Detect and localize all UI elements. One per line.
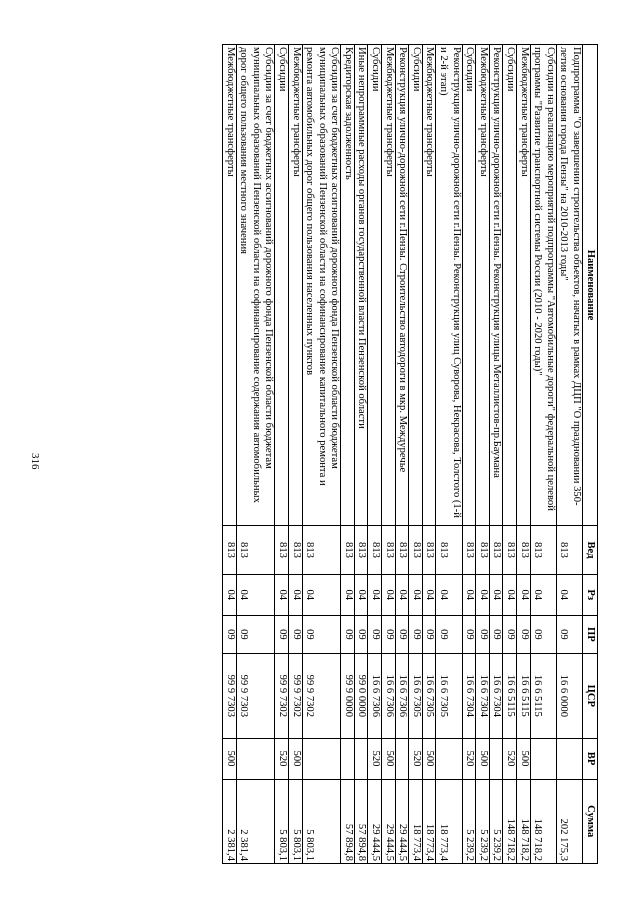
cell-vr: 500: [222, 738, 236, 779]
cell-rz: 04: [489, 574, 503, 615]
cell-csr: 16 6 7305: [422, 654, 436, 738]
table-row: [436, 45, 462, 864]
cell-vr: [395, 738, 409, 779]
table-row: [422, 45, 436, 864]
cell-ved: 813: [462, 526, 476, 575]
cell-rz: 04: [476, 574, 490, 615]
cell-pr: 09: [556, 615, 582, 653]
cell-name: Иные непрограммные расходы органов государственной власти Пензенской области: [354, 45, 368, 526]
table-row: [476, 45, 490, 864]
cell-ved: 813: [517, 526, 531, 575]
cell-pr: 09: [436, 615, 462, 653]
cell-vr: 500: [476, 738, 490, 779]
cell-vr: 520: [503, 738, 517, 779]
cell-vr: [530, 738, 556, 779]
table-row: [288, 45, 302, 864]
cell-ved: 813: [354, 526, 368, 575]
cell-ved: 813: [341, 526, 355, 575]
cell-pr: 09: [422, 615, 436, 653]
cell-name: Межбюджетные трансферты: [517, 45, 531, 526]
budget-table: [222, 44, 598, 864]
cell-vr: 500: [422, 738, 436, 779]
table-row: [382, 45, 396, 864]
header-pr: ПР: [583, 615, 598, 653]
cell-csr: 16 6 5115: [517, 654, 531, 738]
cell-rz: 04: [556, 574, 582, 615]
cell-csr: 99 9 7302: [288, 654, 302, 738]
cell-csr: 99 0 0000: [354, 654, 368, 738]
cell-pr: 09: [382, 615, 396, 653]
header-vr: ВР: [583, 738, 598, 779]
cell-sum: 29 444,5: [368, 779, 382, 864]
cell-name: Подпрограмма "О завершении строительства объектов, начатых в рамках ДЦП "О праздновании 350-летия основания города Пензы" на 2010-2013 годы": [556, 45, 582, 526]
cell-sum: 57 894,8: [341, 779, 355, 864]
cell-sum: 148 718,2: [517, 779, 531, 864]
cell-rz: 04: [368, 574, 382, 615]
cell-name: Субсидии на реализацию мероприятий подпрограммы "Автомобильные дороги" федеральной целевой программы "Развитие транспортной системы России (2010 - 2020 годы)": [530, 45, 556, 526]
table-row: [503, 45, 517, 864]
cell-name: Кредиторская задолженность: [341, 45, 355, 526]
cell-name: Субсидии: [503, 45, 517, 526]
table-row: [517, 45, 531, 864]
cell-ved: 813: [288, 526, 302, 575]
cell-vr: [436, 738, 462, 779]
cell-sum: 18 773,4: [436, 779, 462, 864]
cell-name: Реконструкция улично-дорожной сети г.Пензы. Реконструкция улиц Суворова, Некрасова, Толстого (1-й и 2-й этап): [436, 45, 462, 526]
cell-vr: 520: [275, 738, 289, 779]
cell-ved: 813: [395, 526, 409, 575]
table-row: [341, 45, 355, 864]
cell-sum: 148 718,2: [530, 779, 556, 864]
cell-name: Межбюджетные трансферты: [382, 45, 396, 526]
cell-pr: 09: [462, 615, 476, 653]
cell-rz: 04: [382, 574, 396, 615]
cell-sum: 2 381,4: [222, 779, 236, 864]
table-row: [302, 45, 341, 864]
table-row: [275, 45, 289, 864]
header-name: Наименование: [583, 45, 598, 526]
cell-sum: 29 444,5: [395, 779, 409, 864]
cell-pr: 09: [489, 615, 503, 653]
cell-name: Межбюджетные трансферты: [222, 45, 236, 526]
cell-sum: 18 773,4: [422, 779, 436, 864]
cell-csr: 99 9 7303: [236, 654, 275, 738]
cell-vr: [489, 738, 503, 779]
cell-ved: 813: [503, 526, 517, 575]
cell-vr: [556, 738, 582, 779]
cell-vr: [302, 738, 341, 779]
cell-rz: 04: [409, 574, 423, 615]
cell-rz: 04: [354, 574, 368, 615]
cell-rz: 04: [395, 574, 409, 615]
cell-rz: 04: [530, 574, 556, 615]
cell-name: Межбюджетные трансферты: [422, 45, 436, 526]
cell-name: Субсидии: [275, 45, 289, 526]
cell-name: Субсидии за счет бюджетных ассигнований дорожного фонда Пензенской области бюджетам муниципальных образований Пензенской области на софинансирование содержания автомобильных дорог общего пользования местного значения: [236, 45, 275, 526]
table-row: [395, 45, 409, 864]
cell-ved: 813: [476, 526, 490, 575]
cell-vr: [354, 738, 368, 779]
table-row: [368, 45, 382, 864]
cell-rz: 04: [302, 574, 341, 615]
cell-pr: 09: [503, 615, 517, 653]
cell-pr: 09: [368, 615, 382, 653]
cell-name: Субсидии за счет бюджетных ассигнований дорожного фонда Пензенской области бюджетам муниципальных образований Пензенской области на софинансирование капитального ремонта и ремонта автомобильных дорог общего пользования населенных пунктов: [302, 45, 341, 526]
cell-name: Субсидии: [462, 45, 476, 526]
cell-csr: 16 6 7305: [409, 654, 423, 738]
cell-csr: 16 6 7306: [382, 654, 396, 738]
cell-ved: 813: [275, 526, 289, 575]
cell-sum: 57 894,8: [354, 779, 368, 864]
page-number: 316: [29, 453, 41, 470]
cell-csr: 16 6 7304: [489, 654, 503, 738]
cell-sum: 5 239,2: [462, 779, 476, 864]
cell-pr: 09: [409, 615, 423, 653]
cell-rz: 04: [275, 574, 289, 615]
cell-ved: 813: [436, 526, 462, 575]
cell-sum: 18 773,4: [409, 779, 423, 864]
cell-vr: 520: [462, 738, 476, 779]
cell-pr: 09: [476, 615, 490, 653]
cell-rz: 04: [222, 574, 236, 615]
table-row: [222, 45, 236, 864]
cell-rz: 04: [288, 574, 302, 615]
cell-name: Реконструкция улично-дорожной сети г.Пензы. Реконструкция улицы Металлистов-пр.Баумана: [489, 45, 503, 526]
cell-pr: 09: [236, 615, 275, 653]
cell-sum: 5 239,2: [476, 779, 490, 864]
cell-rz: 04: [236, 574, 275, 615]
table-row: [462, 45, 476, 864]
cell-vr: 500: [288, 738, 302, 779]
cell-pr: 09: [222, 615, 236, 653]
cell-vr: 520: [409, 738, 423, 779]
cell-pr: 09: [302, 615, 341, 653]
cell-ved: 813: [368, 526, 382, 575]
cell-pr: 09: [395, 615, 409, 653]
cell-sum: 2 381,4: [236, 779, 275, 864]
cell-ved: 813: [382, 526, 396, 575]
header-csr: ЦСР: [583, 654, 598, 738]
cell-ved: 813: [530, 526, 556, 575]
cell-rz: 04: [503, 574, 517, 615]
cell-vr: 520: [368, 738, 382, 779]
cell-rz: 04: [462, 574, 476, 615]
cell-name: Межбюджетные трансферты: [476, 45, 490, 526]
cell-sum: 29 444,5: [382, 779, 396, 864]
cell-sum: 5 239,2: [489, 779, 503, 864]
table-row: [489, 45, 503, 864]
cell-csr: 16 6 7304: [476, 654, 490, 738]
cell-name: Субсидии: [409, 45, 423, 526]
cell-rz: 04: [436, 574, 462, 615]
table-row: [530, 45, 556, 864]
cell-vr: 500: [382, 738, 396, 779]
cell-sum: 5 803,1: [275, 779, 289, 864]
cell-csr: 99 9 0000: [341, 654, 355, 738]
cell-csr: 16 6 7304: [462, 654, 476, 738]
cell-pr: 09: [288, 615, 302, 653]
cell-csr: 16 6 5115: [503, 654, 517, 738]
header-rz: Рз: [583, 574, 598, 615]
cell-ved: 813: [302, 526, 341, 575]
cell-pr: 09: [530, 615, 556, 653]
cell-csr: 16 6 0000: [556, 654, 582, 738]
table-header-row: [583, 45, 598, 864]
cell-csr: 99 9 7302: [302, 654, 341, 738]
cell-csr: 99 9 7303: [222, 654, 236, 738]
cell-rz: 04: [422, 574, 436, 615]
cell-ved: 813: [409, 526, 423, 575]
table-row: [236, 45, 275, 864]
cell-ved: 813: [422, 526, 436, 575]
cell-name: Межбюджетные трансферты: [288, 45, 302, 526]
cell-ved: 813: [489, 526, 503, 575]
header-ved: Вед: [583, 526, 598, 575]
cell-ved: 813: [236, 526, 275, 575]
cell-rz: 04: [517, 574, 531, 615]
cell-sum: 5 803,1: [288, 779, 302, 864]
cell-csr: 16 6 5115: [530, 654, 556, 738]
cell-sum: 148 718,2: [503, 779, 517, 864]
cell-csr: 16 6 7306: [368, 654, 382, 738]
cell-pr: 09: [354, 615, 368, 653]
cell-vr: 500: [517, 738, 531, 779]
cell-name: Реконструкция улично-дорожной сети г.Пензы. Строительство автодороги в мкр. Междуречье: [395, 45, 409, 526]
cell-pr: 09: [517, 615, 531, 653]
cell-sum: 5 803,1: [302, 779, 341, 864]
cell-pr: 09: [275, 615, 289, 653]
cell-vr: [236, 738, 275, 779]
cell-name: Субсидии: [368, 45, 382, 526]
header-sum: Сумма: [583, 779, 598, 864]
cell-pr: 09: [341, 615, 355, 653]
cell-vr: [341, 738, 355, 779]
table-row: [354, 45, 368, 864]
cell-sum: 202 175,3: [556, 779, 582, 864]
cell-ved: 813: [222, 526, 236, 575]
cell-csr: 16 6 7305: [436, 654, 462, 738]
table-row: [409, 45, 423, 864]
cell-ved: 813: [556, 526, 582, 575]
table-row: [556, 45, 582, 864]
budget-table-sheet: [222, 44, 598, 864]
cell-csr: 99 9 7302: [275, 654, 289, 738]
cell-rz: 04: [341, 574, 355, 615]
cell-csr: 16 6 7306: [395, 654, 409, 738]
